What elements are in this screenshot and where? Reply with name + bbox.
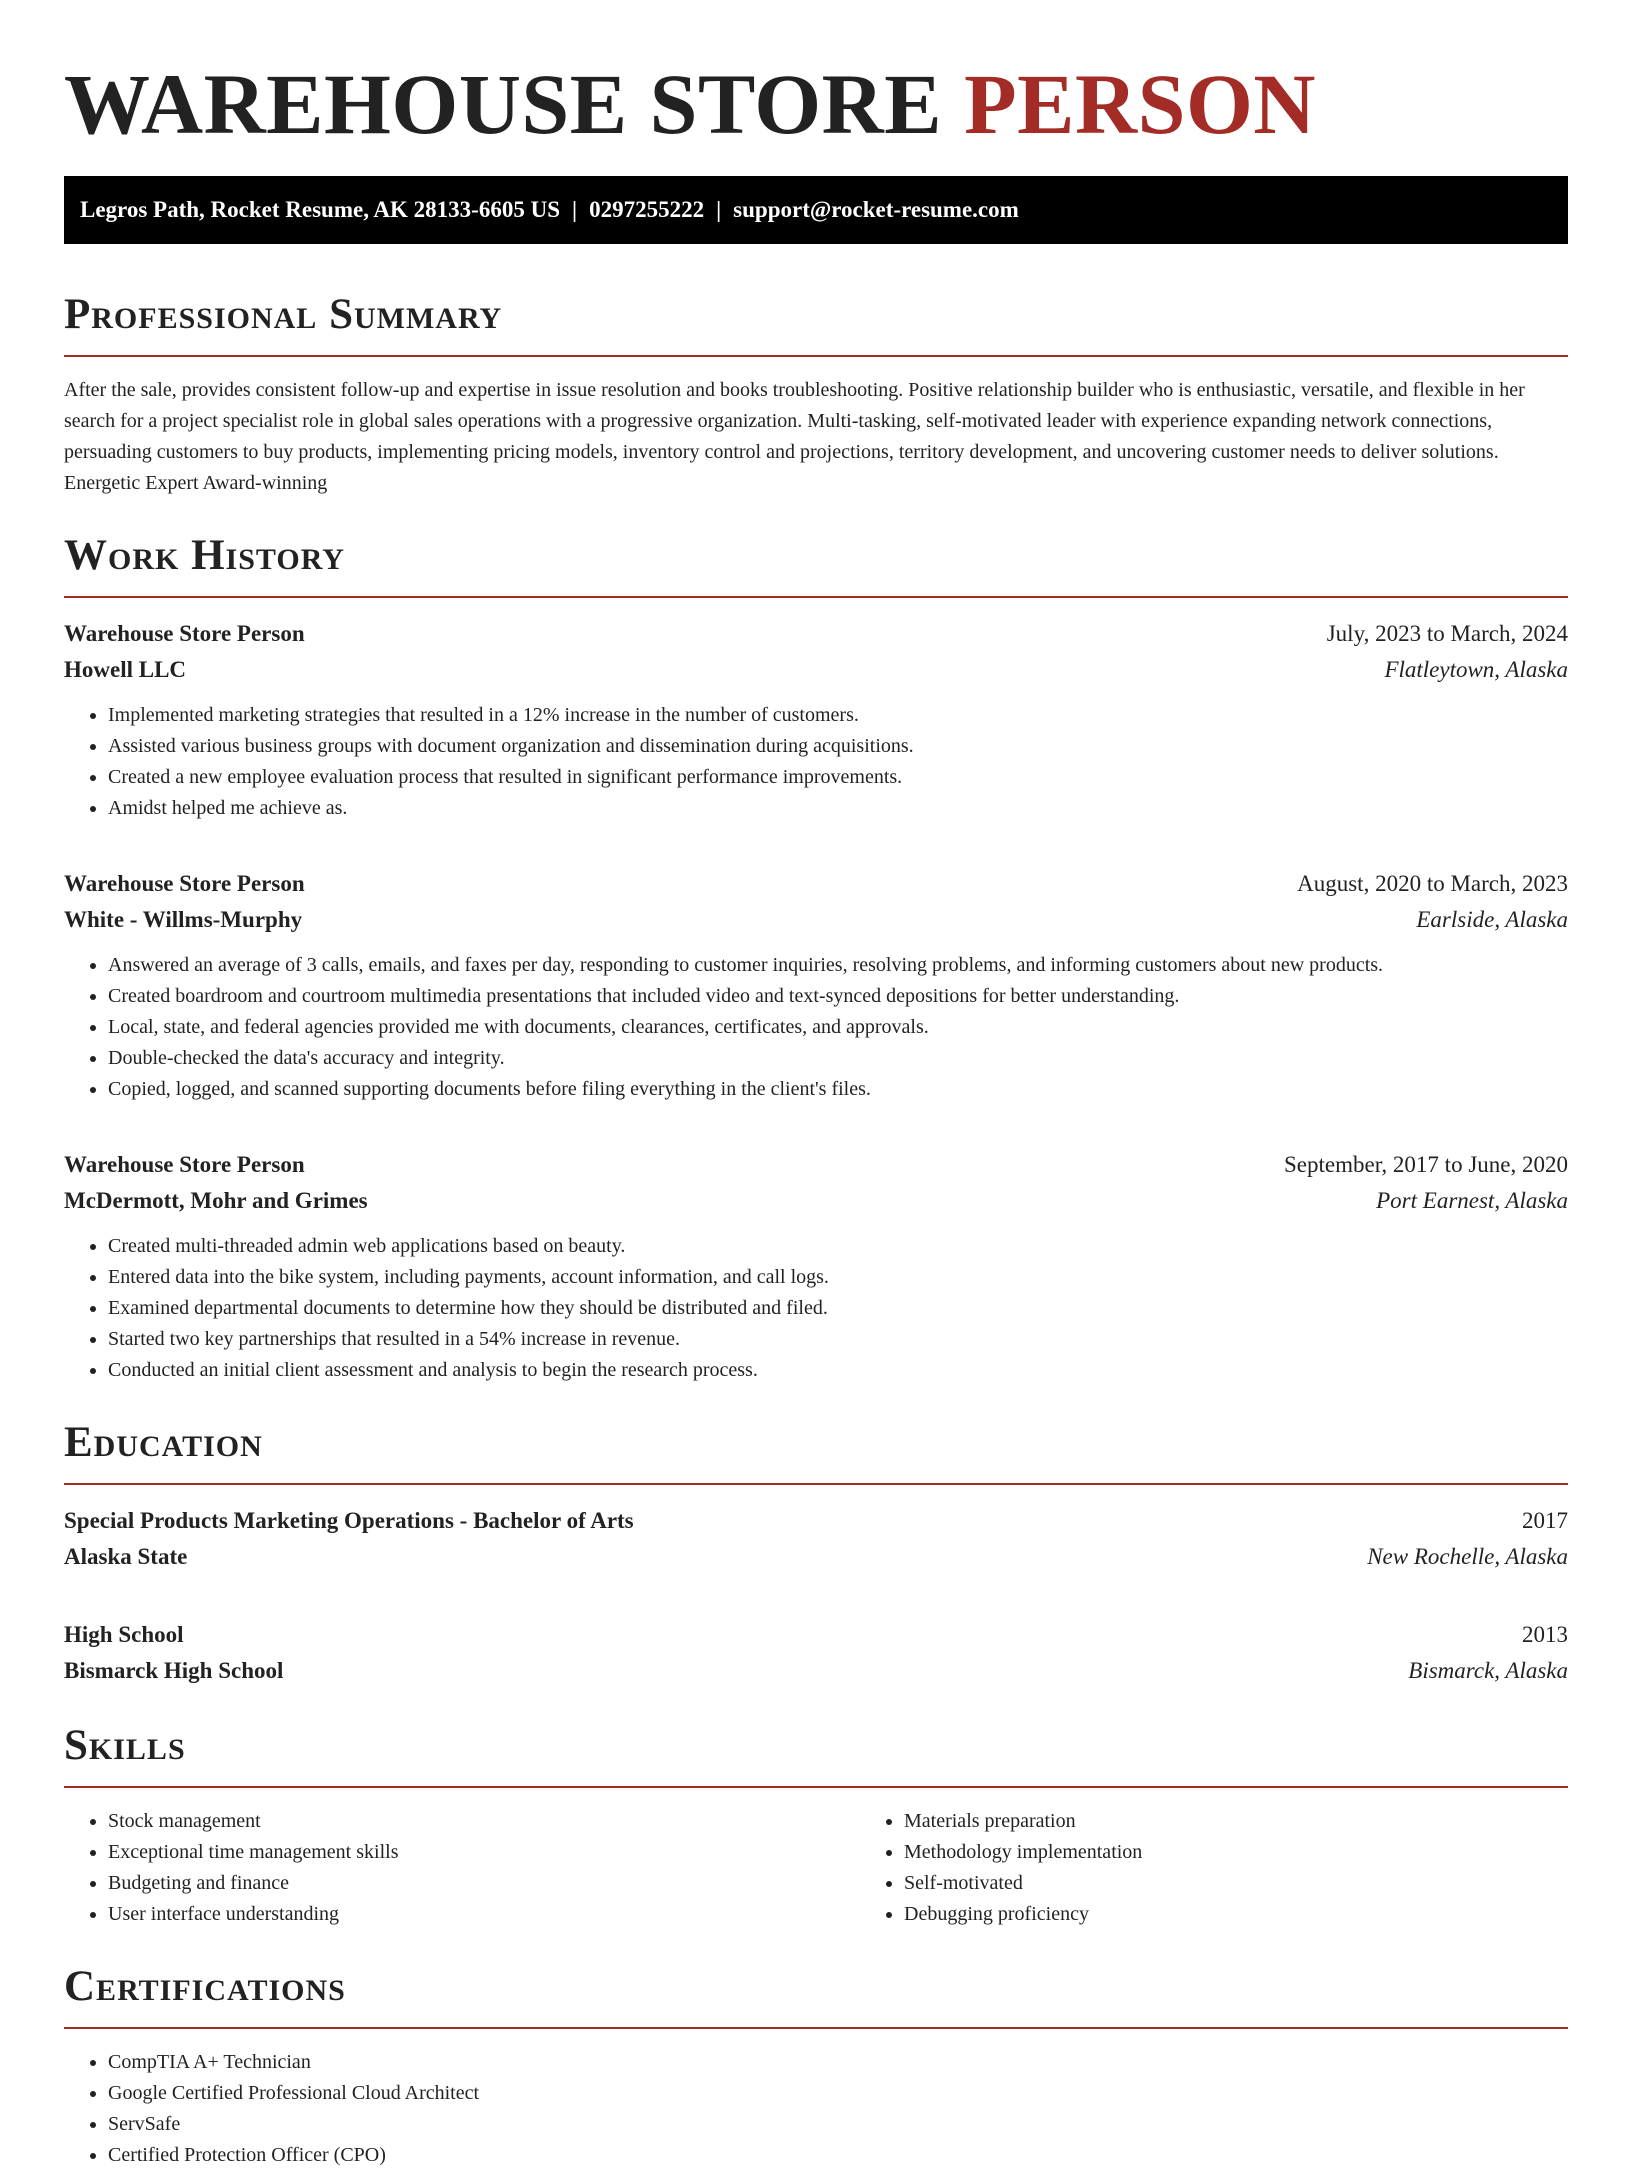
certification-item: • ServSafe — [108, 2109, 1568, 2140]
education-year: 2017 — [1522, 1508, 1568, 1533]
skills-list-right — [860, 1806, 1632, 1930]
section-title-work: Work History — [64, 532, 345, 579]
education-degree: Special Products Marketing Operations - Bachelor of Arts — [64, 1508, 634, 1533]
job-header — [64, 866, 1568, 902]
section-divider — [64, 1786, 1568, 1788]
job-bullets — [64, 1231, 1568, 1386]
section-title-skills: Skills — [64, 1722, 186, 1769]
section-title-summary: Professional Summary — [64, 291, 503, 338]
job-position: Warehouse Store Person — [64, 1152, 305, 1177]
job-bullet: • Created a new employee evaluation process that resulted in significant performance improvements. — [108, 762, 1568, 793]
skills-list-left — [64, 1806, 860, 1930]
education-section — [64, 1416, 1568, 1689]
job-bullet: • Answered an average of 3 calls, emails, and faxes per day, responding to customer inquiries, resolving problems, and informing customers about new products. — [108, 950, 1568, 981]
job-dates: July, 2023 to March, 2024 — [1326, 621, 1568, 646]
skill-item: • Materials preparation — [904, 1806, 1632, 1837]
skills-section — [64, 1719, 1568, 1930]
summary-section — [64, 288, 1568, 499]
job-entry — [64, 1147, 1568, 1386]
job-bullet: • Created boardroom and courtroom multimedia presentations that included video and text-synced depositions for better understanding. — [108, 981, 1568, 1012]
contact-separator: | — [572, 197, 578, 222]
job-position: Warehouse Store Person — [64, 621, 305, 646]
education-entry — [64, 1503, 1568, 1575]
education-year: 2013 — [1522, 1622, 1568, 1647]
education-entry — [64, 1617, 1568, 1689]
job-bullet: • Entered data into the bike system, including payments, account information, and call logs. — [108, 1262, 1568, 1293]
education-header — [64, 1503, 1568, 1539]
job-subheader — [64, 1183, 1568, 1219]
name-main: WAREHOUSE STORE — [64, 56, 943, 152]
job-position: Warehouse Store Person — [64, 871, 305, 896]
education-school: Alaska State — [64, 1544, 188, 1569]
job-location: Earlside, Alaska — [1416, 907, 1568, 932]
name-accent: PERSON — [964, 56, 1316, 152]
work-section — [64, 529, 1568, 1386]
education-location: Bismarck, Alaska — [1408, 1658, 1568, 1683]
contact-phone: 0297255222 — [589, 197, 705, 222]
job-subheader — [64, 652, 1568, 688]
job-company: Howell LLC — [64, 657, 187, 682]
contact-email[interactable]: support@rocket-resume.com — [733, 197, 1019, 222]
job-bullet: • Copied, logged, and scanned supporting documents before filing everything in the client's files. — [108, 1074, 1568, 1105]
job-bullet: • Conducted an initial client assessment and analysis to begin the research process. — [108, 1355, 1568, 1386]
job-company: White - Willms-Murphy — [64, 907, 303, 932]
job-bullet: • Amidst helped me achieve as. — [108, 793, 1568, 824]
skill-item: • Stock management — [108, 1806, 860, 1837]
contact-bar — [64, 176, 1568, 244]
skill-item: • Methodology implementation — [904, 1837, 1632, 1868]
contact-address: Legros Path, Rocket Resume, AK 28133-6605 US — [80, 197, 560, 222]
education-school: Bismarck High School — [64, 1658, 284, 1683]
job-bullet: • Local, state, and federal agencies provided me with documents, clearances, certificates, and approvals. — [108, 1012, 1568, 1043]
section-divider — [64, 2027, 1568, 2029]
certification-item: • Google Certified Professional Cloud Architect — [108, 2078, 1568, 2109]
resume-page — [64, 0, 1568, 2171]
skill-item: • Debugging proficiency — [904, 1899, 1632, 1930]
job-header — [64, 616, 1568, 652]
job-dates: September, 2017 to June, 2020 — [1284, 1152, 1568, 1177]
certification-item: • Certified Protection Officer (CPO) — [108, 2140, 1568, 2171]
section-divider — [64, 596, 1568, 598]
job-header — [64, 1147, 1568, 1183]
education-subheader — [64, 1539, 1568, 1575]
job-location: Port Earnest, Alaska — [1376, 1188, 1568, 1213]
certifications-list — [64, 2047, 1568, 2171]
certifications-section — [64, 1960, 1568, 2171]
job-dates: August, 2020 to March, 2023 — [1297, 871, 1568, 896]
job-bullet: • Examined departmental documents to determine how they should be distributed and filed. — [108, 1293, 1568, 1324]
education-degree: High School — [64, 1622, 184, 1647]
job-bullet: • Assisted various business groups with document organization and dissemination during acquisitions. — [108, 731, 1568, 762]
job-bullet: • Created multi-threaded admin web applications based on beauty. — [108, 1231, 1568, 1262]
skills-columns — [64, 1806, 1568, 1930]
section-title-certifications: Certifications — [64, 1963, 346, 2010]
skill-item: • User interface understanding — [108, 1899, 860, 1930]
job-bullet: • Started two key partnerships that resulted in a 54% increase in revenue. — [108, 1324, 1568, 1355]
education-location: New Rochelle, Alaska — [1367, 1544, 1568, 1569]
skill-item: • Exceptional time management skills — [108, 1837, 860, 1868]
education-subheader — [64, 1653, 1568, 1689]
job-bullet: • Double-checked the data's accuracy and integrity. — [108, 1043, 1568, 1074]
job-location: Flatleytown, Alaska — [1384, 657, 1568, 682]
job-entry — [64, 866, 1568, 1105]
summary-text: After the sale, provides consistent follow-up and expertise in issue resolution and books troubleshooting. Positive relationship builder who is enthusiastic, versatile, and flexible in her search for a project specialist role in global sales operations with a progressive organization. Multi-tasking, self-motivated leader with experience expanding network connections, persuading customers to buy products, implementing pricing models, inventory control and projections, territory development, and uncovering customer needs to deliver solutions. Energetic Expert Award-winning — [64, 379, 1525, 494]
certification-item: • CompTIA A+ Technician — [108, 2047, 1568, 2078]
section-title-education: Education — [64, 1419, 263, 1466]
education-header — [64, 1617, 1568, 1653]
contact-separator: | — [716, 197, 722, 222]
resume-name — [64, 0, 1568, 154]
job-entry — [64, 616, 1568, 824]
section-divider — [64, 1483, 1568, 1485]
skill-item: • Self-motivated — [904, 1868, 1632, 1899]
skill-item: • Budgeting and finance — [108, 1868, 860, 1899]
job-bullets — [64, 950, 1568, 1105]
job-bullets — [64, 700, 1568, 824]
job-company: McDermott, Mohr and Grimes — [64, 1188, 368, 1213]
job-bullet: • Implemented marketing strategies that resulted in a 12% increase in the number of customers. — [108, 700, 1568, 731]
section-divider — [64, 355, 1568, 357]
job-subheader — [64, 902, 1568, 938]
